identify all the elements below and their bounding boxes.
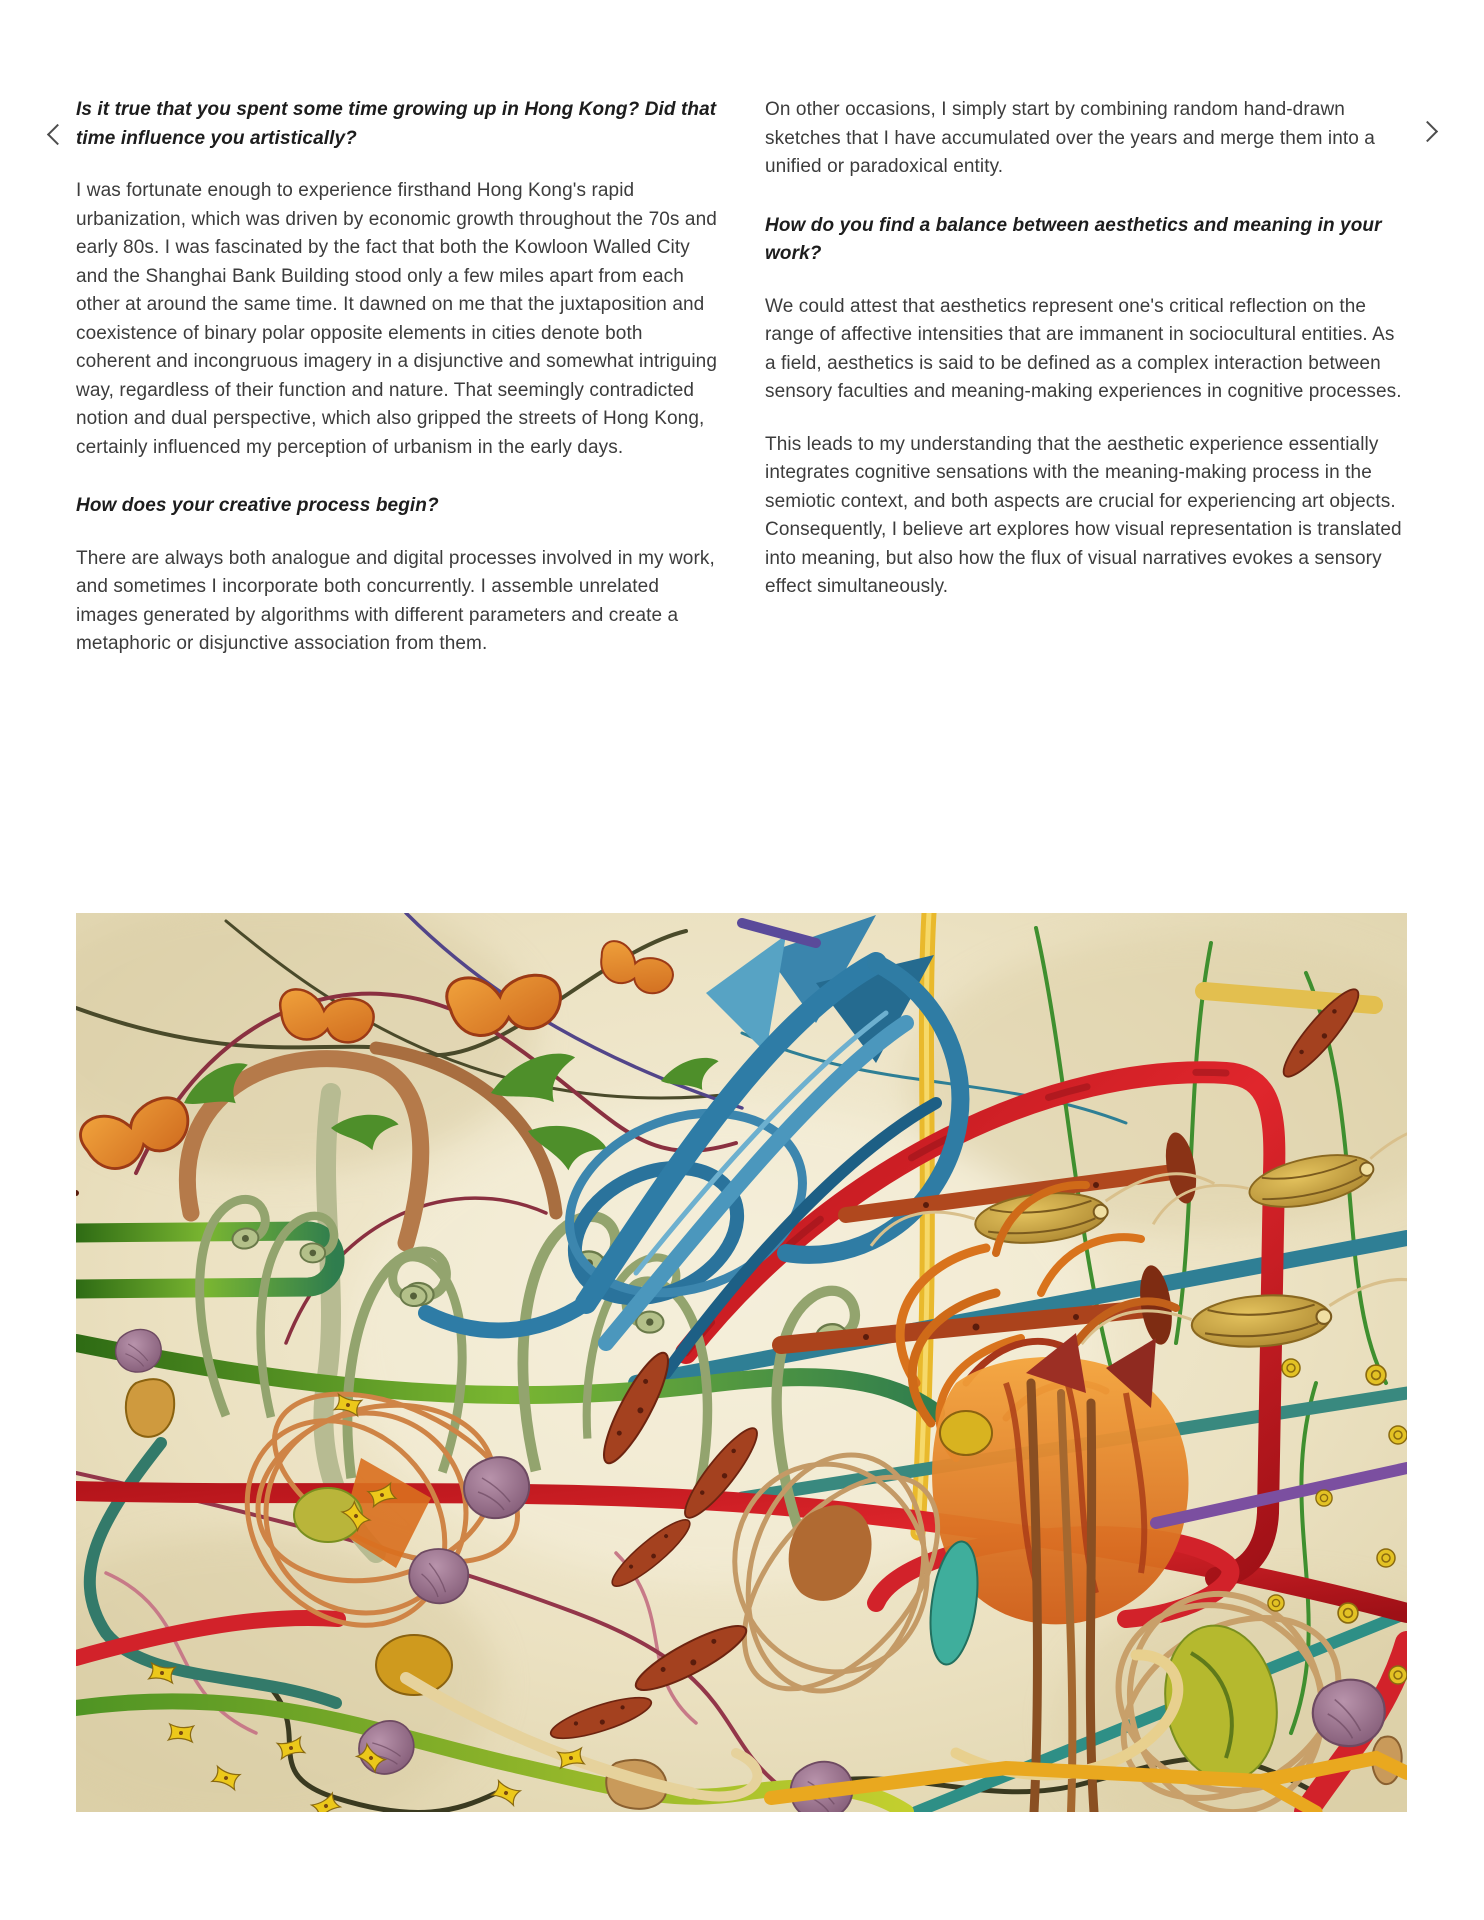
- prev-page-button[interactable]: [40, 117, 74, 151]
- interview-question: How do you find a balance between aesthetics and meaning in your work?: [765, 214, 1382, 264]
- interview-text: [76, 96, 1408, 683]
- artwork-collage: [76, 913, 1407, 1812]
- interview-answer: We could attest that aesthetics represent one's critical reflection on the range of affective intensities that are immanent in sociocultural entities. As a field, aesthetics is said to be defined as a complex interaction between sensory faculties and meaning-making experiences in cognitive processes.: [765, 295, 1402, 402]
- interview-column-left: [76, 96, 719, 683]
- interview-answer: There are always both analogue and digital processes involved in my work, and sometimes I incorporate both concurrently. I assemble unrelated images generated by algorithms with different parameters and create a metaphoric or disjunctive association from them.: [76, 547, 715, 654]
- interview-column-right: [765, 96, 1408, 683]
- interview-answer: I was fortunate enough to experience firsthand Hong Kong's rapid urbanization, which was driven by economic growth throughout the 70s and early 80s. I was fascinated by the fact that both the Kowloon Walled City and the Shanghai Bank Building stood only a few miles apart from each other at around the same time. It dawned on me that the juxtaposition and coexistence of binary polar opposite elements in cities denote both coherent and incongruous imagery in a disjunctive and somewhat intriguing way, regardless of their function and nature. That seemingly contradicted notion and dual perspective, which also gripped the streets of Hong Kong, certainly influenced my perception of urbanism in the early days.: [76, 180, 718, 458]
- interview-answer: This leads to my understanding that the aesthetic experience essentially integrates cognitive sensations with the meaning-making process in the semiotic context, and both aspects are crucial for experiencing art objects. Consequently, I believe art explores how visual representation is translated into meaning, but also how the flux of visual narratives evokes a sensory effect simultaneously.: [765, 433, 1402, 597]
- chevron-left-icon: [46, 123, 67, 144]
- interview-question: How does your creative process begin?: [76, 495, 439, 516]
- interview-answer: On other occasions, I simply start by combining random hand-drawn sketches that I have accumulated over the years and merge them into a unified or paradoxical entity.: [765, 99, 1375, 177]
- next-page-button[interactable]: [1410, 114, 1444, 148]
- interview-question: Is it true that you spent some time growing up in Hong Kong? Did that time influence you artistically?: [76, 99, 717, 149]
- chevron-right-icon: [1416, 120, 1437, 141]
- artwork-image: [76, 913, 1407, 1812]
